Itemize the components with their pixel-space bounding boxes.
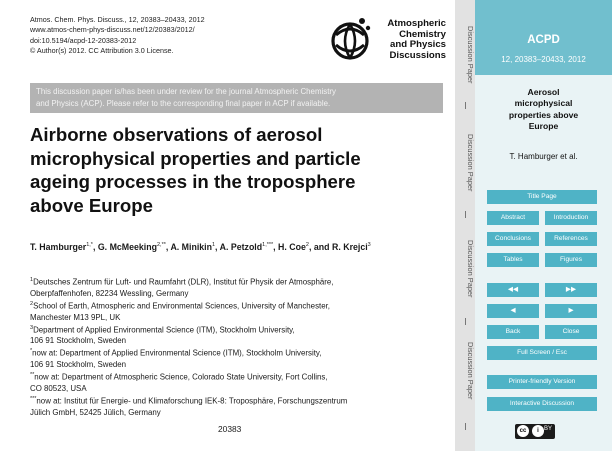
author-name: R. Krejci [331, 241, 368, 252]
banner-line: and Physics (ACP). Please refer to the corresponding final paper in ACP if available. [36, 99, 331, 109]
tables-button[interactable]: Tables [487, 253, 539, 267]
logo-line: Atmospheric [387, 18, 446, 29]
author-separator: , and [308, 241, 332, 252]
affiliation-line: Department of Applied Environmental Science (ITM), Stockholm University, [33, 325, 295, 335]
logo-line: Discussions [389, 49, 446, 61]
side-label: Discussion Paper [466, 26, 475, 84]
short-title-line: Europe [528, 121, 559, 132]
affiliation [30, 299, 445, 323]
author-affil-mark: 1,*** [262, 242, 274, 248]
side-label: Discussion Paper [466, 240, 475, 298]
license: © Author(s) 2012. CC Attribution 3.0 License. [30, 46, 174, 56]
affiliation-line: 106 91 Stockholm, Sweden [30, 360, 127, 370]
affiliation [30, 346, 445, 370]
affiliation-list [30, 275, 445, 418]
side-divider [465, 211, 466, 218]
author-name: G. McMeeking [97, 241, 157, 252]
back-button[interactable]: Back [487, 325, 539, 339]
title-line: microphysical properties and particle [30, 147, 361, 169]
conclusions-button[interactable]: Conclusions [487, 232, 539, 246]
page-number: 20383 [218, 424, 242, 434]
affiliation-mark: * [30, 348, 33, 355]
figures-button[interactable]: Figures [545, 253, 597, 267]
short-title [475, 87, 612, 133]
issue-info: 12, 20383–20433, 2012 [501, 55, 586, 64]
affiliation-mark: 3 [30, 324, 34, 331]
affiliation-line: now at: Department of Atmospheric Science, Colorado State University, Fort Collins, [34, 372, 328, 382]
last-page-icon[interactable]: ▶▶ [545, 283, 597, 297]
abstract-button[interactable]: Abstract [487, 211, 539, 225]
author-affil-mark: 2 [305, 242, 309, 248]
journal-logo-icon [328, 13, 372, 65]
paper-title [30, 123, 440, 217]
affiliation-mark: 1 [30, 277, 34, 283]
title-line: ageing processes in the troposphere [30, 171, 356, 192]
paper-url[interactable]: www.atmos-chem-phys-discuss.net/12/20383/2012/ [30, 25, 195, 35]
affiliation [30, 275, 445, 299]
title-line: Airborne observations of aerosol [30, 124, 323, 145]
author-separator: , [165, 241, 171, 252]
doi: doi:10.5194/acpd-12-20383-2012 [30, 35, 137, 45]
close-button[interactable]: Close [545, 325, 597, 339]
author-separator: , [92, 241, 98, 252]
affiliation-line: now at: Institut für Energie- und Klimaforschung IEK-8: Troposphäre, Forschungszentrum [36, 396, 348, 406]
author-name: H. Coe [278, 241, 306, 252]
previous-page-icon[interactable]: ◀ [487, 304, 539, 318]
interactive-discussion-button[interactable]: Interactive Discussion [487, 397, 597, 411]
author-affil-mark: 1 [211, 242, 216, 248]
introduction-button[interactable]: Introduction [545, 211, 597, 225]
printer-friendly-button[interactable]: Printer-friendly Version [487, 375, 597, 389]
cc-license-badge[interactable] [515, 424, 555, 439]
author-separator: , [215, 241, 220, 252]
affiliation-line: 106 91 Stockholm, Sweden [30, 336, 127, 346]
author-separator: , [273, 241, 279, 252]
first-page-icon[interactable]: ◀◀ [487, 283, 539, 297]
title-page-button[interactable]: Title Page [487, 190, 597, 204]
logo-line: and Physics [390, 39, 446, 51]
navigation-sidebar [475, 0, 612, 451]
next-page-icon[interactable]: ▶ [545, 304, 597, 318]
side-divider [465, 318, 466, 325]
side-label: Discussion Paper [466, 342, 475, 400]
references-button[interactable]: References [545, 232, 597, 246]
affiliation-line: Oberpfaffenhofen, 82234 Wessling, Germany [30, 288, 189, 298]
side-label: Discussion Paper [466, 134, 475, 192]
banner-line: This discussion paper is/has been under review for the journal Atmospheric Chemistry [36, 87, 336, 96]
affiliation-line: Deutsches Zentrum für Luft- und Raumfahrt (DLR), Institut für Physik der Atmosphäre, [33, 277, 334, 287]
affiliation-mark: *** [30, 396, 37, 403]
journal-logo [328, 13, 450, 69]
author-name: T. Hamburger [30, 241, 87, 252]
author-affil-mark: 1,* [86, 242, 93, 248]
author-list [30, 239, 440, 255]
journal-reference: Atmos. Chem. Phys. Discuss., 12, 20383–20433, 2012 [30, 15, 205, 24]
logo-text [387, 19, 446, 61]
affiliation [30, 323, 445, 347]
side-divider [465, 423, 466, 430]
affiliation-line: now at: Department of Applied Environmental Science (ITM), Stockholm University, [32, 349, 322, 359]
citation-block [30, 15, 205, 57]
title-line: above Europe [30, 194, 153, 216]
cc-icon: cc [517, 425, 529, 437]
affiliation-mark: ** [30, 372, 35, 379]
attribution-icon: i [532, 425, 544, 437]
affiliation [30, 394, 445, 418]
author-name: A. Minikin [170, 241, 212, 252]
cc-by-label: BY [544, 426, 553, 432]
short-title-line: Aerosol [527, 87, 560, 97]
review-notice-banner [30, 83, 443, 113]
author-affil-mark: 3 [367, 242, 371, 248]
affiliation-line: CO 80523, USA [30, 383, 87, 393]
affiliation-mark: 2 [30, 300, 34, 307]
affiliation-line: Jülich GmbH, 52425 Jülich, Germany [30, 407, 161, 417]
author-name: A. Petzold [219, 241, 263, 252]
affiliation-line: School of Earth, Atmospheric and Environmental Sciences, University of Manchester, [33, 301, 330, 311]
affiliation [30, 370, 445, 394]
side-divider [465, 102, 466, 109]
logo-line: Chemistry [399, 28, 446, 40]
short-title-line: microphysical [514, 98, 573, 109]
journal-abbrev: ACPD [527, 34, 560, 46]
sidebar-header [475, 0, 612, 174]
affiliation-line: Manchester M13 9PL, UK [30, 312, 121, 322]
full-screen-button[interactable]: Full Screen / Esc [487, 346, 597, 360]
short-authors: T. Hamburger et al. [509, 152, 578, 161]
author-affil-mark: 2,** [157, 242, 166, 248]
short-title-line: properties above [508, 109, 579, 120]
